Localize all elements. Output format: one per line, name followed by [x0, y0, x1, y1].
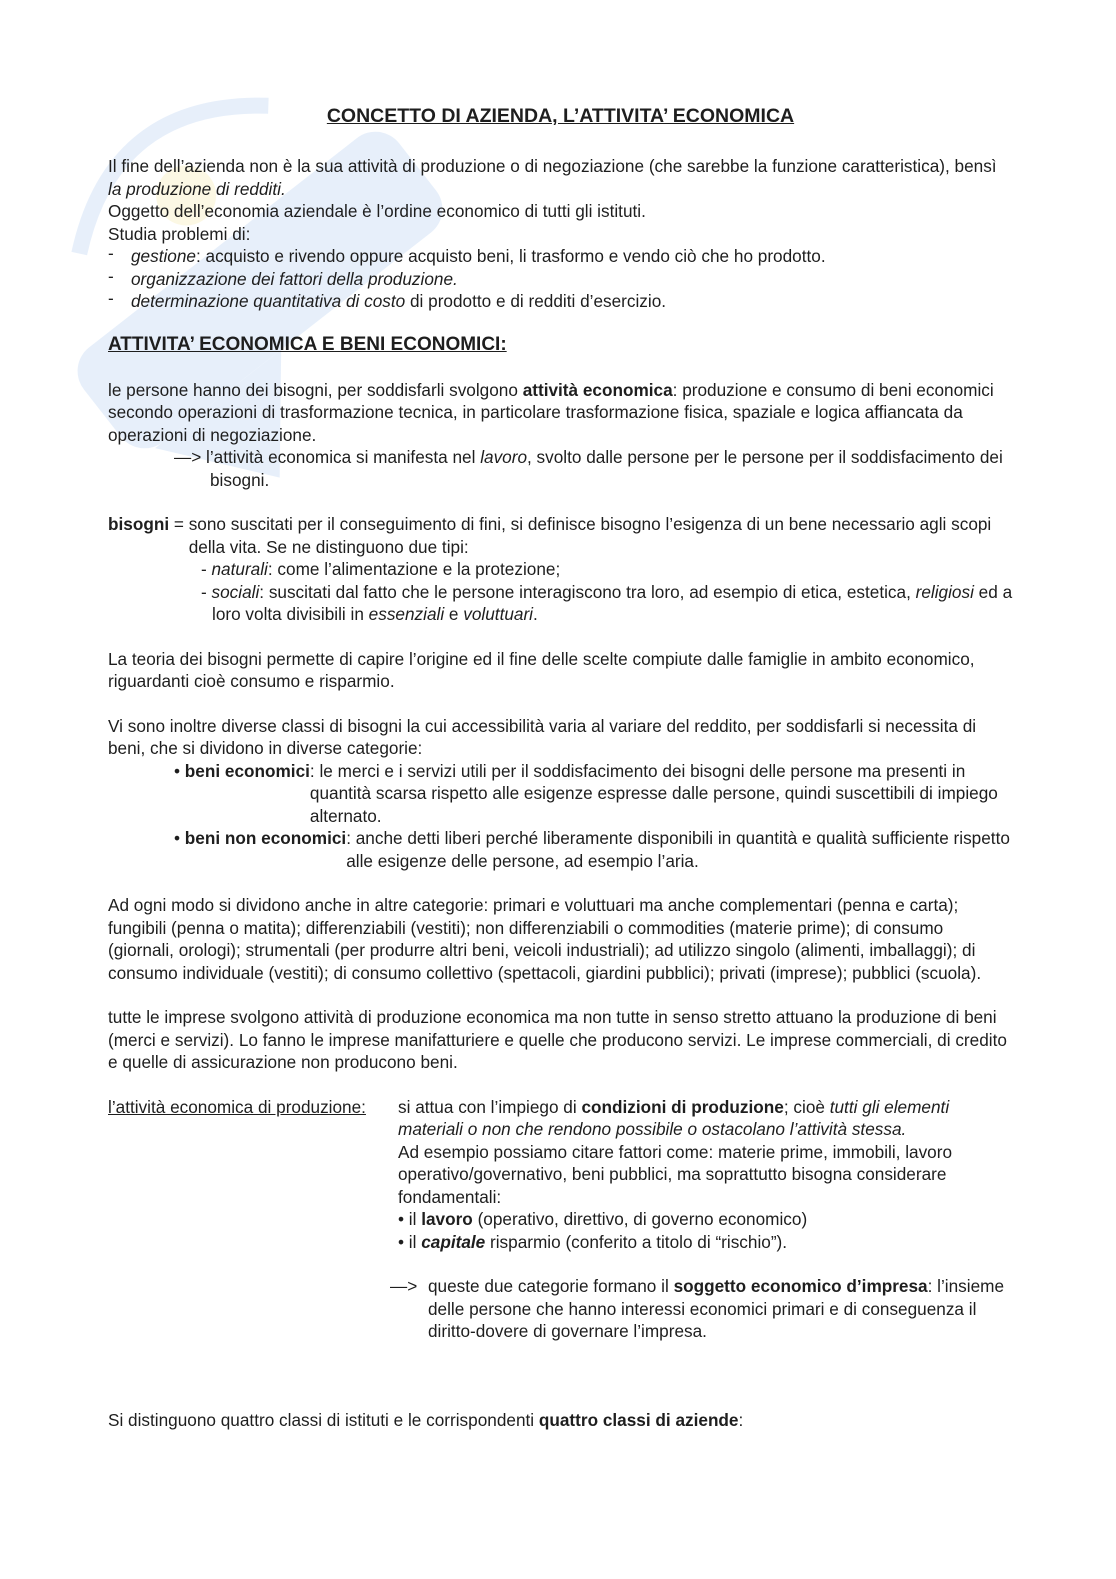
list-item: • il capitale risparmio (conferito a titolo di “rischio”). — [398, 1231, 788, 1252]
list-item: - naturali: come l’alimentazione e la protezione; — [201, 559, 561, 579]
arrow-icon: —> — [390, 1276, 418, 1296]
intro-studies: Studia problemi di: — [108, 223, 251, 244]
closing-paragraph: Si distinguono quattro classi di istituti e le corrispondenti quattro classi di aziende: — [108, 1409, 744, 1430]
attivita-paragraph: le persone hanno dei bisogni, per soddisfarli svolgono attività economica: produzione e consumo di beni economici secondo operazioni di trasformazione tecnica, in particolare trasformazione fisica, spaziale e logica affiancata da operazioni di negoziazione. — [108, 379, 994, 445]
list-item: - determinazione quantitativa di costo di prodotto e di redditi d’esercizio. — [108, 290, 1013, 313]
imprese-paragraph: tutte le imprese svolgono attività di produzione economica ma non tutte in senso stretto attuano la produzione di beni (merci e servizi). Lo fanno le imprese manifatturiere e quelle che producono servizi. Le imprese commerciali, di credito e quelle di assicurazione non producono beni. — [108, 1007, 1007, 1072]
list-item: - organizzazione dei fattori della produzione. — [108, 268, 1013, 291]
list-item: • il lavoro (operativo, direttivo, di governo economico) — [398, 1209, 808, 1229]
classi-paragraph: Vi sono inoltre diverse classi di bisogni la cui accessibilità varia al variare del reddito, per soddisfarli si necessita di beni, che si dividono in diverse categorie: — [108, 715, 977, 758]
intro-paragraph: Il fine dell’azienda non è la sua attività di produzione o di negoziazione (che sarebbe la funzione caratteristica), bensì la produzione di redditi. — [108, 156, 997, 199]
beni-economici-item: • beni economici : le merci e i servizi utili per il soddisfacimento dei bisogni delle persone ma presenti in quantità scarsa rispetto alle esigenze espresse dalle persone, quindi suscettibili di impiego alternato. — [174, 760, 998, 826]
beni-non-economici-item: • beni non economici : anche detti liberi perché liberamente disponibili in quantità e qualità sufficiente rispetto alle esigenze delle persone, ad esempio l’aria. — [174, 828, 1010, 871]
page-title: CONCETTO DI AZIENDA, L’ATTIVITA’ ECONOMICA — [326, 105, 795, 127]
list-item: - gestione: acquisto e rivendo oppure acquisto beni, li trasformo e vendo ciò che ho prodotto. — [108, 245, 1013, 268]
section-heading: ATTIVITA’ ECONOMICA E BENI ECONOMICI: — [108, 333, 507, 355]
altre-categorie-paragraph: Ad ogni modo si dividono anche in altre categorie: primari e voluttuari ma anche complementari (penna e carta); fungibili (penna o matita); differenziabili (vestiti); non differenziabili o commodities (materie prime); di consumo (giornali, orologi); strumentali (per produrre altri beni, veicoli industriali); ad utilizzo singolo (alimenti, imballaggi); di consumo individuale (vestiti); di consumo collettivo (spettacoli, giardini pubblici); privati (imprese); pubblici (scuola). — [108, 895, 982, 983]
document-page — [108, 104, 1013, 1431]
arrow-icon: —> — [174, 447, 202, 467]
arrow-note: —> l’attività economica si manifesta nel lavoro, svolto dalle persone per le persone per il soddisfacimento dei bisogni. — [174, 447, 1003, 490]
produzione-block: l’attività economica di produzione: si attua con l’impiego di condizioni di produzione; cioè tutti gli elementi materiali o non che rendono possibile o ostacolano l’attività stessa. Ad esempio possiamo citare fattori come: materie prime, immobili, lavoro operativo/governativo, beni pubblici, ma soprattutto bisogna considerare fondamentali: • il lavoro (operativo, direttivo, di governo economico) • il capitale risparmio (conferito a titolo di “rischio”). —> queste due categorie formano il soggetto economico d’impresa: l’insieme delle persone che hanno interessi economici primari e di conseguenza il diritto-dovere di governare l’impresa. — [108, 1096, 1013, 1343]
bisogni-types — [108, 558, 1013, 626]
teoria-paragraph: La teoria dei bisogni permette di capire l’origine ed il fine delle scelte compiute dalle famiglie in ambito economico, riguardanti cioè consumo e risparmio. — [108, 648, 975, 691]
bisogni-definition: bisogni = sono suscitati per il conseguimento di fini, si definisce bisogno l’esigenza di un bene necessario agli scopi della vita. Se ne distinguono due tipi: — [108, 514, 992, 557]
produzione-label: l’attività economica di produzione: — [108, 1096, 366, 1117]
intro-object: Oggetto dell’economia aziendale è l’ordine economico di tutti gli istituti. — [108, 201, 646, 221]
list-item: - sociali: suscitati dal fatto che le persone interagiscono tra loro, ad esempio di etica, estetica, religiosi ed a loro volta divisibili in essenziali e voluttuari. — [201, 581, 1013, 624]
soggetto-economico-note: —> queste due categorie formano il soggetto economico d’impresa: l’insieme delle persone che hanno interessi economici primari e di conseguenza il diritto-dovere di governare l’impresa. — [390, 1276, 1005, 1341]
